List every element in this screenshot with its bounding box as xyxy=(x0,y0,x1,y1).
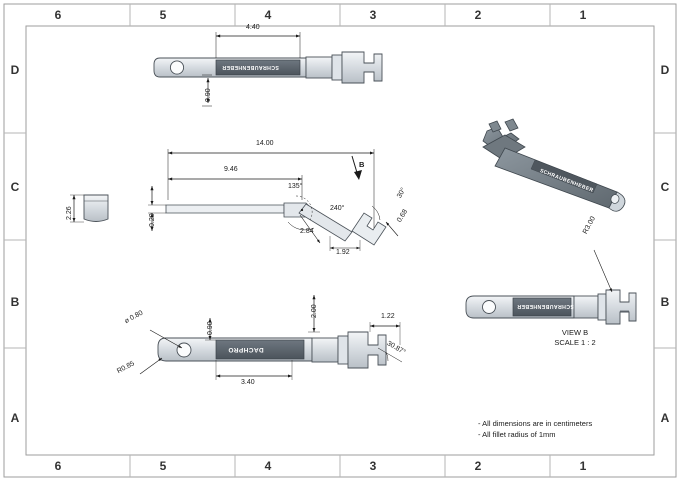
dim-side-30deg xyxy=(372,206,380,220)
dim-label-122: 1.22 xyxy=(381,313,395,320)
brand-engraving-detail: SCHRAUBENHEBER xyxy=(517,303,574,309)
zone-label-col-top-2: 2 xyxy=(474,8,482,22)
dim-label-090-bottom: 0.90 xyxy=(207,321,214,335)
zone-label-col-bottom-5: 5 xyxy=(159,459,167,473)
zone-label-col-bottom-2: 2 xyxy=(474,459,482,473)
dim-label-284: 2.84 xyxy=(300,228,314,235)
zone-label-row-right-D: D xyxy=(660,63,670,77)
side-view-part xyxy=(166,196,386,245)
dim-label-226: 2.26 xyxy=(66,206,73,220)
dim-label-135deg: 135° xyxy=(288,183,303,190)
dim-label-1400: 14.00 xyxy=(256,140,274,147)
dim-label-192: 1.92 xyxy=(336,249,350,256)
dim-top-440 xyxy=(216,32,300,58)
note-line-1: - All dimensions are in centimeters xyxy=(478,419,593,428)
note-line-2: - All fillet radius of 1mm xyxy=(478,429,556,439)
section-arrow-label-b: B xyxy=(359,160,365,169)
dim-bottom-340 xyxy=(216,360,292,380)
bottom-view-part xyxy=(158,332,386,368)
dim-label-946: 9.46 xyxy=(224,166,238,173)
zone-label-col-top-3: 3 xyxy=(369,8,377,22)
zone-label-col-bottom-1: 1 xyxy=(579,459,587,473)
detail-view-name: VIEW B xyxy=(561,328,589,337)
dim-label-dia080: ⌀ 0.80 xyxy=(123,309,145,326)
zone-label-col-bottom-6: 6 xyxy=(54,459,62,473)
dim-side-946 xyxy=(168,175,302,200)
zone-label-row-left-B: B xyxy=(10,295,20,309)
zone-label-col-bottom-4: 4 xyxy=(264,459,272,473)
zone-label-row-left-A: A xyxy=(10,411,20,425)
detail-view-scale: SCALE 1 : 2 xyxy=(554,338,596,348)
dim-side-068 xyxy=(386,222,398,236)
cross-section-part xyxy=(84,195,108,222)
dim-label-r300: R3.00 xyxy=(582,215,597,236)
brand-engraving-iso: SCHRAUBENHEBER xyxy=(538,168,595,194)
dim-label-440: 4.40 xyxy=(246,24,260,31)
zone-label-col-top-1: 1 xyxy=(579,8,587,22)
zone-label-col-top-6: 6 xyxy=(54,8,62,22)
dim-label-090-top: 0.90 xyxy=(205,88,212,102)
brand-engraving-bottom: DACHPRO xyxy=(228,346,264,353)
dim-label-068: 0.68 xyxy=(396,208,410,224)
zone-label-row-right-A: A xyxy=(660,411,670,425)
isometric-view-part xyxy=(483,119,625,211)
zone-label-row-left-D: D xyxy=(10,63,20,77)
zone-label-col-top-4: 4 xyxy=(264,8,272,22)
dim-detail-r300 xyxy=(594,250,612,292)
zone-label-row-right-B: B xyxy=(660,295,670,309)
dim-label-30deg: 30° xyxy=(396,186,408,200)
brand-engraving-top: SCHRAUBENHEBER xyxy=(222,64,279,70)
dim-label-3087deg: 30.87° xyxy=(385,340,407,357)
zone-label-col-top-5: 5 xyxy=(159,8,167,22)
dim-label-r085: R0.85 xyxy=(116,360,136,376)
dim-side-1400 xyxy=(168,149,374,228)
dim-bottom-r085 xyxy=(140,358,162,374)
detail-view-title xyxy=(520,328,630,348)
dim-label-200: 2.00 xyxy=(311,304,318,318)
dim-label-340: 3.40 xyxy=(241,379,255,386)
dim-label-020: 0.20 xyxy=(149,213,156,227)
drawing-notes xyxy=(478,419,592,441)
zone-label-row-left-C: C xyxy=(10,180,20,194)
dim-label-240deg: 240° xyxy=(330,205,345,212)
zone-label-row-right-C: C xyxy=(660,180,670,194)
zone-label-col-bottom-3: 3 xyxy=(369,459,377,473)
